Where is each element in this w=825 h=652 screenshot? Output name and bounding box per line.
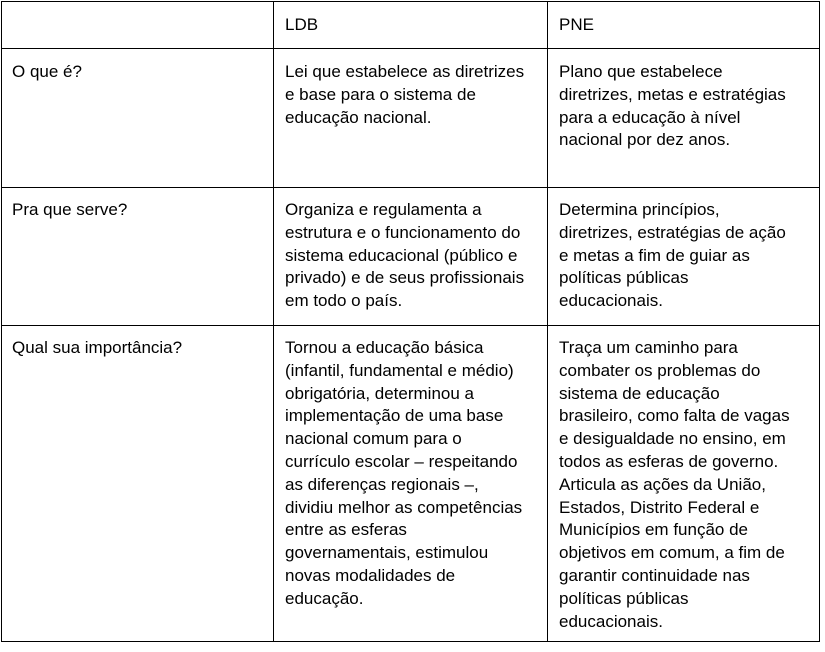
ldb-text: Organiza e regulamenta a estrutura e o funcionamento do sistema educacional (público e privado) e de seus profissionais em todo o país.	[285, 200, 525, 311]
pne-cell	[548, 326, 820, 642]
pne-text: Traça um caminho para combater os problemas do sistema de educação brasileiro, como falta de vagas e desigualdade no ensino, em todos as esferas de governo. Articula as ações da União, Estados, Distrito Federal e Municípios em função de objetivos em comum, a fim de garantir continuidade nas políticas públicas educacionais.	[559, 338, 790, 631]
header-cell-ldb	[274, 2, 548, 49]
pne-text: Determina princípios, diretrizes, estratégias de ação e metas a fim de guiar as políticas públicas educacionais.	[559, 200, 786, 311]
header-ldb-label: LDB	[285, 15, 319, 34]
ldb-cell	[274, 326, 548, 642]
table-header-row	[2, 2, 820, 49]
header-pne-label: PNE	[559, 15, 594, 34]
question-cell	[2, 188, 274, 326]
question-text: O que é?	[12, 62, 82, 81]
table-row	[2, 49, 820, 188]
header-cell-empty	[2, 2, 274, 49]
header-cell-pne	[548, 2, 820, 49]
ldb-cell	[274, 188, 548, 326]
comparison-table	[1, 1, 820, 642]
pne-cell	[548, 49, 820, 188]
ldb-text: Lei que estabelece as diretrizes e base para o sistema de educação nacional.	[285, 62, 525, 127]
table-row	[2, 188, 820, 326]
ldb-text: Tornou a educação básica (infantil, fundamental e médio) obrigatória, determinou a implementação de uma base nacional comum para o currículo escolar – respeitando as diferenças regionais –, dividiu melhor as competências entre as esferas governamentais, estimulou novas modalidades de educação.	[285, 338, 523, 608]
question-cell	[2, 49, 274, 188]
question-text: Pra que serve?	[12, 200, 128, 219]
table-row	[2, 326, 820, 642]
pne-text: Plano que estabelece diretrizes, metas e estratégias para a educação à nível nacional por dez anos.	[559, 62, 786, 150]
pne-cell	[548, 188, 820, 326]
question-text: Qual sua importância?	[12, 338, 183, 357]
question-cell	[2, 326, 274, 642]
ldb-cell	[274, 49, 548, 188]
